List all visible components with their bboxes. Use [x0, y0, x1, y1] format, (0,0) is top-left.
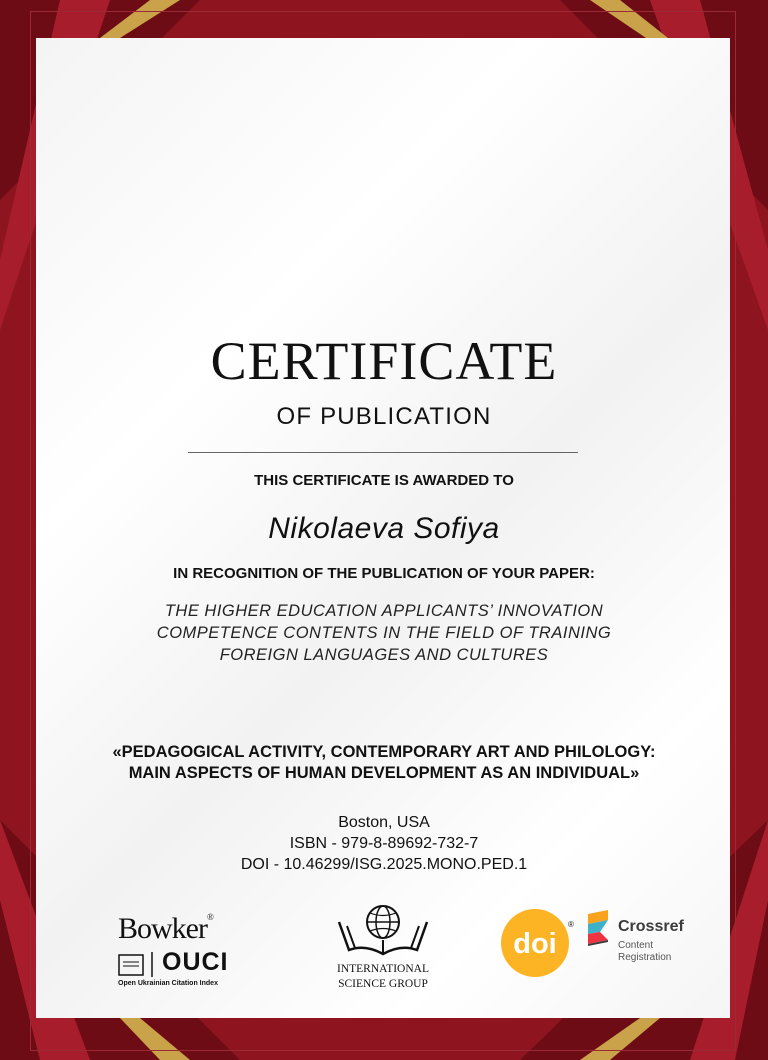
monograph-title — [0, 742, 768, 784]
recognition-label: IN RECOGNITION OF THE PUBLICATION OF YOUR PAPER: — [173, 565, 595, 582]
certificate-title: CERTIFICATE — [210, 331, 558, 391]
location: Boston, USA — [338, 814, 430, 831]
doi-logo — [500, 908, 570, 978]
monograph-title-line: MAIN ASPECTS OF HUMAN DEVELOPMENT AS AN INDIVIDUAL» — [128, 764, 640, 782]
ouci-wordmark: OUCI — [162, 948, 229, 976]
isg-logo — [325, 902, 441, 998]
doi-number: DOI - 10.46299/ISG.2025.MONO.PED.1 — [240, 856, 528, 873]
certificate-subtitle: OF PUBLICATION — [276, 403, 492, 430]
bowker-ouci-logo — [118, 912, 256, 992]
doi-wordmark: doi — [513, 928, 557, 960]
paper-title-line: THE HIGHER EDUCATION APPLICANTS’ INNOVATION — [164, 602, 604, 620]
title-divider — [188, 452, 578, 453]
doi-registered-mark: ® — [568, 920, 574, 929]
paper-title-line: FOREIGN LANGUAGES AND CULTURES — [219, 646, 549, 664]
crossref-logo — [586, 910, 696, 970]
publication-details — [0, 812, 768, 875]
paper-title — [0, 600, 768, 666]
crossref-wordmark: Crossref — [618, 918, 684, 935]
monograph-title-line: «PEDAGOGICAL ACTIVITY, CONTEMPORARY ART AND PHILOLOGY: — [112, 743, 656, 761]
bowker-wordmark: Bowker® — [118, 912, 213, 945]
recipient-name: Nikolaeva Sofiya — [268, 512, 500, 545]
ouci-mark-icon — [118, 950, 156, 978]
awarded-to-label: THIS CERTIFICATE IS AWARDED TO — [254, 472, 514, 489]
ouci-subtitle: Open Ukrainian Citation Index — [118, 980, 218, 987]
paper-title-line: COMPETENCE CONTENTS IN THE FIELD OF TRAINING — [156, 624, 612, 642]
globe-book-icon — [325, 902, 441, 960]
isg-wordmark: INTERNATIONAL SCIENCE GROUP — [337, 963, 429, 990]
crossref-subtitle: Content Registration — [618, 940, 672, 963]
crossref-mark-icon — [586, 910, 616, 950]
isbn: ISBN - 979-8-89692-732-7 — [289, 835, 479, 852]
